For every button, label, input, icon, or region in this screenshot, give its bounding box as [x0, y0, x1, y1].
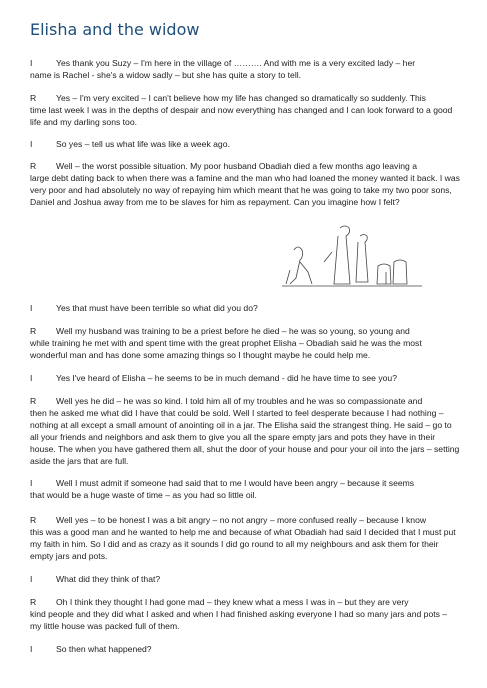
- dialogue-first-line: Oh I think they thought I had gone mad – they knew what a mess I was in – but they are very: [56, 597, 409, 607]
- dialogue-continuation: then he asked me what did I have that could be sold. Well I started to feel desperate because I had nothing – nothing at all except a small amount of anointing oil in a jar. The Elisha said the strangest thing. He said – go to all your friends and neighbors and ask them to give you all the spare empty jars and pots they have in their house. The when you have gathered them all, shut the door of your house and pour your oil into the jars – setting aside the jars that are full.: [30, 408, 460, 466]
- dialogue-continuation: this was a good man and he wanted to help me and because of what Obadiah had said I decided that I must put my faith in him. So I did and as crazy as it sounds I did go round to all my neighbours and ask them for their empty jars and pots.: [30, 527, 456, 561]
- speaker-label: I: [30, 574, 33, 584]
- dialogue-continuation: while training he met with and spent time with the great prophet Elisha – Obadiah said he was the most wonderful man and has done some amazing things so I thought maybe he could help me.: [30, 338, 422, 360]
- dialogue-first-line: Well – the worst possible situation. My poor husband Obadiah died a few months ago leaving a: [56, 161, 417, 171]
- dialogue-continuation: name is Rachel - she's a widow sadly – but she has quite a story to tell.: [30, 70, 302, 80]
- dialogue-first-line: Yes I've heard of Elisha – he seems to be in much demand - did he have time to see you?: [56, 373, 397, 383]
- dialogue-continuation: large debt dating back to when there was a famine and the man who had loaned the money wanted it back. I was very poor and had absolutely no way of repaying him which meant that he was going to take my two poor sons, Daniel and Joshua away from me to be slaves for him as repayment. Can you imagine how I felt?: [30, 173, 460, 207]
- speaker-label: R: [30, 515, 37, 525]
- dialogue-first-line: So then what happened?: [56, 644, 152, 654]
- speaker-label: I: [30, 373, 33, 383]
- dialogue-first-line: Well yes he did – he was so kind. I told him all of my troubles and he was so compassionate and: [56, 396, 423, 406]
- speaker-label: R: [30, 161, 37, 171]
- dialogue-first-line: So yes – tell us what life was like a week ago.: [56, 139, 230, 149]
- speaker-label: I: [30, 478, 33, 488]
- speaker-label: I: [30, 303, 33, 313]
- dialogue-first-line: Well yes – to be honest I was a bit angry – no not angry – more confused really – because I know: [56, 515, 427, 525]
- speaker-label: I: [30, 58, 33, 68]
- dialogue-first-line: Well I must admit if someone had said that to me I would have been angry – because it seems: [56, 478, 415, 488]
- dialogue-continuation: time last week I was in the depths of despair and now everything has changed and I can look forward to a good life and my darling sons too.: [30, 105, 453, 127]
- speaker-label: R: [30, 597, 37, 607]
- line-drawing-illustration-icon: [282, 222, 422, 292]
- page-title: Elisha and the widow: [30, 20, 200, 39]
- dialogue-continuation: that would be a huge waste of time – as you had so little oil.: [30, 490, 257, 500]
- speaker-label: R: [30, 396, 37, 406]
- dialogue-continuation: kind people and they did what I asked and when I had finished asking everyone I had so many jars and pots – my little house was packed full of them.: [30, 609, 448, 631]
- dialogue-first-line: Yes thank you Suzy – I'm here in the village of ………. And with me is a very excited lady – her: [56, 58, 416, 68]
- speaker-label: R: [30, 93, 37, 103]
- speaker-label: I: [30, 139, 33, 149]
- dialogue-first-line: Yes that must have been terrible so what did you do?: [56, 303, 258, 313]
- dialogue-first-line: Yes – I'm very excited – I can't believe how my life has changed so dramatically so suddenly. This: [56, 93, 426, 103]
- speaker-label: I: [30, 644, 33, 654]
- dialogue-first-line: What did they think of that?: [56, 574, 161, 584]
- dialogue-first-line: Well my husband was training to be a priest before he died – he was so young, so young and: [56, 326, 410, 336]
- speaker-label: R: [30, 326, 37, 336]
